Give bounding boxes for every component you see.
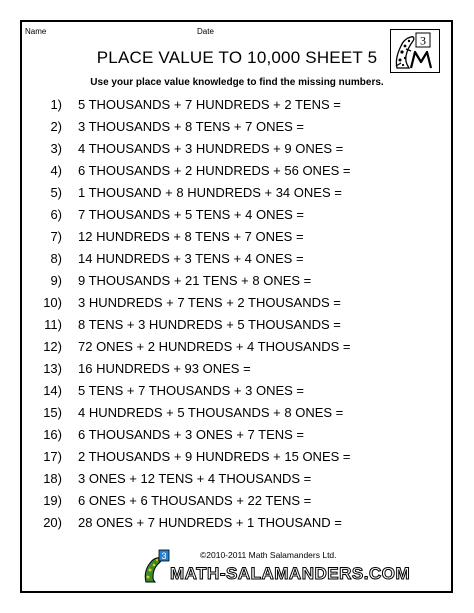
instructions: Use your place value knowledge to find the missing numbers.: [90, 77, 384, 88]
question-text: 14 HUNDREDS + 3 TENS + 4 ONES =: [78, 251, 304, 266]
question-row: [30, 358, 450, 380]
date-label: Date: [197, 27, 214, 36]
logo-digit: 3: [420, 33, 426, 48]
question-number: 5): [50, 185, 62, 200]
question-text: 1 THOUSAND + 8 HUNDREDS + 34 ONES =: [78, 185, 342, 200]
question-text: 28 ONES + 7 HUNDREDS + 1 THOUSAND =: [78, 515, 342, 530]
question-number: 16): [43, 427, 62, 442]
question-row: [30, 380, 450, 402]
question-number: 17): [43, 449, 62, 464]
question-text: 9 THOUSANDS + 21 TENS + 8 ONES =: [78, 273, 312, 288]
question-number: 18): [43, 471, 62, 486]
question-number: 20): [43, 515, 62, 530]
question-number: 11): [44, 317, 62, 332]
question-text: 8 TENS + 3 HUNDREDS + 5 THOUSANDS =: [78, 317, 341, 332]
question-row: [30, 402, 450, 424]
question-text: 5 THOUSANDS + 7 HUNDREDS + 2 TENS =: [78, 97, 341, 112]
page-title: PLACE VALUE TO 10,000 SHEET 5: [96, 48, 378, 67]
question-row: [30, 204, 450, 226]
question-text: 12 HUNDREDS + 8 TENS + 7 ONES =: [78, 229, 304, 244]
question-number: 3): [50, 141, 62, 156]
question-text: 16 HUNDREDS + 93 ONES =: [78, 361, 251, 376]
question-text: 4 HUNDREDS + 5 THOUSANDS + 8 ONES =: [78, 405, 344, 420]
question-row: [30, 490, 450, 512]
question-number: 12): [43, 339, 62, 354]
question-text: 7 THOUSANDS + 5 TENS + 4 ONES =: [78, 207, 305, 222]
question-row: [30, 336, 450, 358]
question-number: 7): [50, 229, 62, 244]
question-text: 3 THOUSANDS + 8 TENS + 7 ONES =: [78, 119, 305, 134]
question-number: 6): [50, 207, 62, 222]
question-row: [30, 116, 450, 138]
question-text: 2 THOUSANDS + 9 HUNDREDS + 15 ONES =: [78, 449, 351, 464]
question-row: [30, 468, 450, 490]
question-number: 19): [43, 493, 62, 508]
footer-logo-digit: 3: [161, 551, 167, 561]
question-text: 72 ONES + 2 HUNDREDS + 4 THOUSANDS =: [78, 339, 351, 354]
question-row: [30, 226, 450, 248]
question-text: 3 HUNDREDS + 7 TENS + 2 THOUSANDS =: [78, 295, 341, 310]
question-row: [30, 160, 450, 182]
question-row: [30, 94, 450, 116]
question-row: [30, 424, 450, 446]
question-text: 6 THOUSANDS + 3 ONES + 7 TENS =: [78, 427, 305, 442]
question-row: [30, 446, 450, 468]
question-row: [30, 248, 450, 270]
question-number: 9): [50, 273, 62, 288]
question-text: 3 ONES + 12 TENS + 4 THOUSANDS =: [78, 471, 312, 486]
question-text: 6 ONES + 6 THOUSANDS + 22 TENS =: [78, 493, 312, 508]
question-row: [30, 512, 450, 534]
question-number: 8): [50, 251, 62, 266]
question-text: 4 THOUSANDS + 3 HUNDREDS + 9 ONES =: [78, 141, 344, 156]
question-number: 4): [50, 163, 62, 178]
brand-text: MATH-SALAMANDERS.COM: [170, 564, 411, 583]
question-number: 2): [50, 119, 62, 134]
question-number: 10): [43, 295, 62, 310]
question-number: 14): [43, 383, 62, 398]
name-label: Name: [25, 27, 47, 36]
copyright-text: ©2010-2011 Math Salamanders Ltd.: [200, 550, 337, 560]
question-number: 1): [50, 97, 62, 112]
question-text: 5 TENS + 7 THOUSANDS + 3 ONES =: [78, 383, 305, 398]
question-number: 13): [43, 361, 62, 376]
question-row: [30, 292, 450, 314]
footer-salamander-icon: [145, 550, 169, 582]
question-row: [30, 270, 450, 292]
question-row: [30, 182, 450, 204]
question-text: 6 THOUSANDS + 2 HUNDREDS + 56 ONES =: [78, 163, 351, 178]
question-row: [30, 138, 450, 160]
question-number: 15): [43, 405, 62, 420]
question-row: [30, 314, 450, 336]
